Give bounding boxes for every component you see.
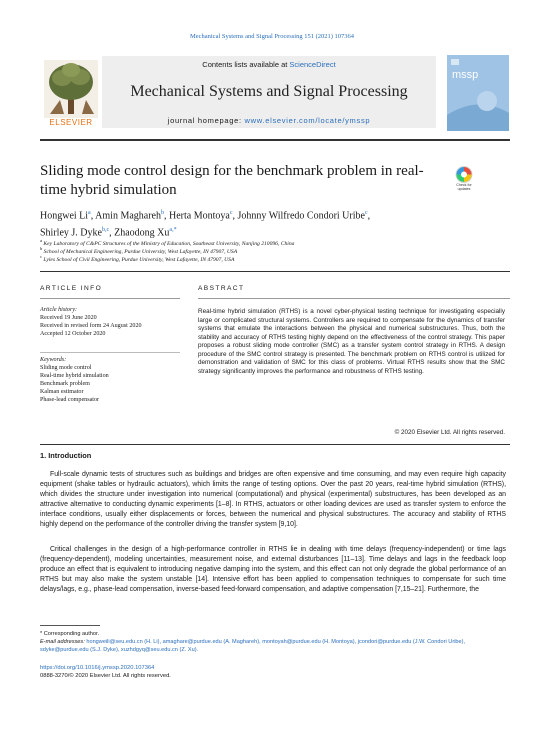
issn-copyright: 0888-3270/© 2020 Elsevier Ltd. All rights reserved. bbox=[40, 673, 171, 679]
affiliation-mark: a bbox=[40, 238, 42, 243]
affiliation bbox=[40, 254, 510, 263]
affiliation-mark: c bbox=[40, 254, 42, 259]
author-separator: , bbox=[367, 210, 371, 222]
article-history bbox=[40, 307, 180, 339]
author-separator: , bbox=[109, 227, 115, 239]
author-name[interactable]: Hongwei Li bbox=[40, 210, 89, 222]
intro-paragraph-1: Full-scale dynamic tests of structures such as buildings and bridges are often expensive and time consuming, and may even require high capacity equipment (shake tables or hydraulic actuators), which limits the range of testing options. Over the past 20 years, real-time hybrid simulation (RTHS), which divides the structure under investigation into numerical (computational) and physical (experimental) substructures, has been developed as an attractive alternative to conducting dynamic experiments [1–8]. In RTHS, actuators or other loading devices are used as transfer system to enforce the interface conditions, usually either displacements or forces, between the numerical and physical substructures. The accuracy and stability of RTHS highly depend on the performance of the controller driving the transfer system [9,10]. bbox=[40, 471, 506, 528]
homepage-prefix: journal homepage: bbox=[167, 116, 245, 125]
keywords-label: Keywords: bbox=[40, 357, 67, 363]
author-affil-mark[interactable]: b bbox=[161, 210, 164, 216]
cover-journal-abbr: mssp bbox=[452, 69, 479, 81]
author-affil-mark[interactable]: c bbox=[364, 210, 368, 216]
elsevier-wordmark: ELSEVIER bbox=[49, 118, 93, 127]
crossmark-icon bbox=[452, 166, 476, 183]
author-name[interactable]: Johnny Wilfredo Condori Uribe bbox=[237, 210, 365, 222]
keyword: Sliding mode control bbox=[40, 364, 92, 371]
author-separator: , bbox=[90, 210, 96, 222]
author-separator: , bbox=[232, 210, 238, 222]
abstract-heading: ABSTRACT bbox=[198, 285, 245, 292]
journal-cover-image bbox=[447, 55, 509, 131]
author-affil-mark[interactable]: b,c bbox=[101, 227, 110, 234]
doi-link[interactable]: https://doi.org/10.1016/j.ymssp.2020.107364 bbox=[40, 665, 155, 671]
abstract-rule bbox=[198, 298, 510, 299]
cover-art-icon bbox=[447, 55, 509, 131]
section-rule bbox=[40, 271, 510, 272]
corresponding-author-note: * Corresponding author. bbox=[40, 631, 100, 637]
email-label: E-mail addresses: bbox=[40, 639, 85, 645]
article-info-heading: ARTICLE INFO bbox=[40, 285, 103, 292]
affiliation-mark: b bbox=[40, 246, 43, 251]
author-affil-mark[interactable]: a bbox=[88, 210, 91, 216]
affiliation-text: Key Laboratory of C&PC Structures of the Ministry of Education, Southeast University, Nanjing 210096, China bbox=[43, 240, 295, 247]
crossmark-label: Check for updates bbox=[456, 183, 472, 191]
journal-title: Mechanical Systems and Signal Processing bbox=[130, 83, 408, 100]
header-rule bbox=[40, 139, 510, 141]
section-heading-introduction: 1. Introduction bbox=[40, 451, 92, 460]
check-for-updates-badge[interactable] bbox=[452, 166, 476, 198]
contents-prefix: Contents lists available at bbox=[202, 60, 290, 69]
author-name[interactable]: Zhaodong Xu bbox=[114, 227, 170, 239]
affiliation-text: School of Mechanical Engineering, Purdue University, West Lafayette, IN 47907, USA bbox=[43, 248, 238, 255]
history-item: Received in revised form 24 August 2020 bbox=[40, 322, 142, 329]
keyword: Benchmark problem bbox=[40, 380, 90, 387]
article-info-rule bbox=[40, 298, 180, 299]
history-item: Accepted 12 October 2020 bbox=[40, 330, 106, 337]
author-affil-mark[interactable]: c bbox=[229, 210, 233, 216]
abstract-bottom-rule bbox=[40, 444, 510, 445]
author-list bbox=[40, 206, 470, 241]
abstract-copyright: © 2020 Elsevier Ltd. All rights reserved. bbox=[394, 429, 505, 436]
sciencedirect-link[interactable]: ScienceDirect bbox=[289, 60, 336, 69]
keywords bbox=[40, 357, 180, 404]
author-affil-mark[interactable]: a,* bbox=[169, 227, 177, 234]
keyword: Phase-lead compensator bbox=[40, 396, 100, 403]
history-item: Received 19 June 2020 bbox=[40, 314, 97, 321]
email-list[interactable]: hongweili@seu.edu.cn (H. Li), amaghare@purdue.edu (A. Maghareh), montoyah@purdue.edu (H. Montoya), jcondori@purdue.edu (J.W. Condori Uribe), sdyke@purdue.edu (S.J. Dyke), xuzhdgyq@seu.edu.cn (Z. Xu). bbox=[40, 639, 466, 653]
author-name[interactable]: Herta Montoya bbox=[169, 210, 230, 222]
keyword: Kalman estimator bbox=[40, 388, 84, 395]
email-addresses bbox=[40, 639, 506, 654]
intro-paragraph-2: Critical challenges in the design of a high-performance controller in RTHS lie in dealing with time delays (frequency-independent) or time lags (frequency-dependent), modeling uncertainties, measurement noise, and external disturbances [11–13]. Time delays and lags in the feedback loop produce an effect that is equivalent to introducing negative damping into the system, and this effect can not only degrade the global performance of an RTHS but may also make the system unstable [14]. Intensive effort has been applied to compensation techniques to compensate for such time delays/lags, e.g., phase-lead compensation, inverse-based feed-forward compensation, and adaptive compensation [7,15–21]. Furthermore, the bbox=[40, 546, 506, 593]
journal-citation[interactable]: Mechanical Systems and Signal Processing 151 (2021) 107364 bbox=[189, 33, 355, 40]
affiliation-text: Lyles School of Civil Engineering, Purdue University, West Lafayette, IN 47907, USA bbox=[43, 256, 235, 263]
author-separator: , bbox=[164, 210, 169, 222]
contents-available-line bbox=[102, 60, 436, 69]
footnote-rule bbox=[40, 625, 100, 626]
paper-title: Sliding mode control design for the benchmark problem in real-time hybrid simulation bbox=[40, 163, 424, 198]
keyword: Real-time hybrid simulation bbox=[40, 372, 109, 379]
homepage-link[interactable]: www.elsevier.com/locate/ymssp bbox=[244, 116, 371, 125]
keywords-rule bbox=[40, 352, 180, 353]
abstract-text: Real-time hybrid simulation (RTHS) is a novel cyber-physical testing technique for investigating especially large or complicated structural systems. Controllers are required to compensate for the dynamics of transfer systems that emulate the interactions between the physical and numerical substructures. Thus, both the stability and accuracy of RTHS testing highly depend on the effectiveness of the control strategy. This paper proposes a robust sliding mode controller (SMC) as a transfer system control strategy in RTHS. A design procedure of the SMC control strategy is presented. The benchmark problem on RTHS control is utilized for demonstration and validation of SMC for this class of problems. Virtual RTHS results show that the SMC strategy significantly improves the performance and robustness of RTHS testing. bbox=[198, 308, 505, 375]
journal-homepage bbox=[102, 116, 436, 125]
author-name[interactable]: Amin Maghareh bbox=[95, 210, 161, 222]
author-name[interactable]: Shirley J. Dyke bbox=[40, 227, 102, 239]
history-label: Article history: bbox=[40, 307, 78, 313]
